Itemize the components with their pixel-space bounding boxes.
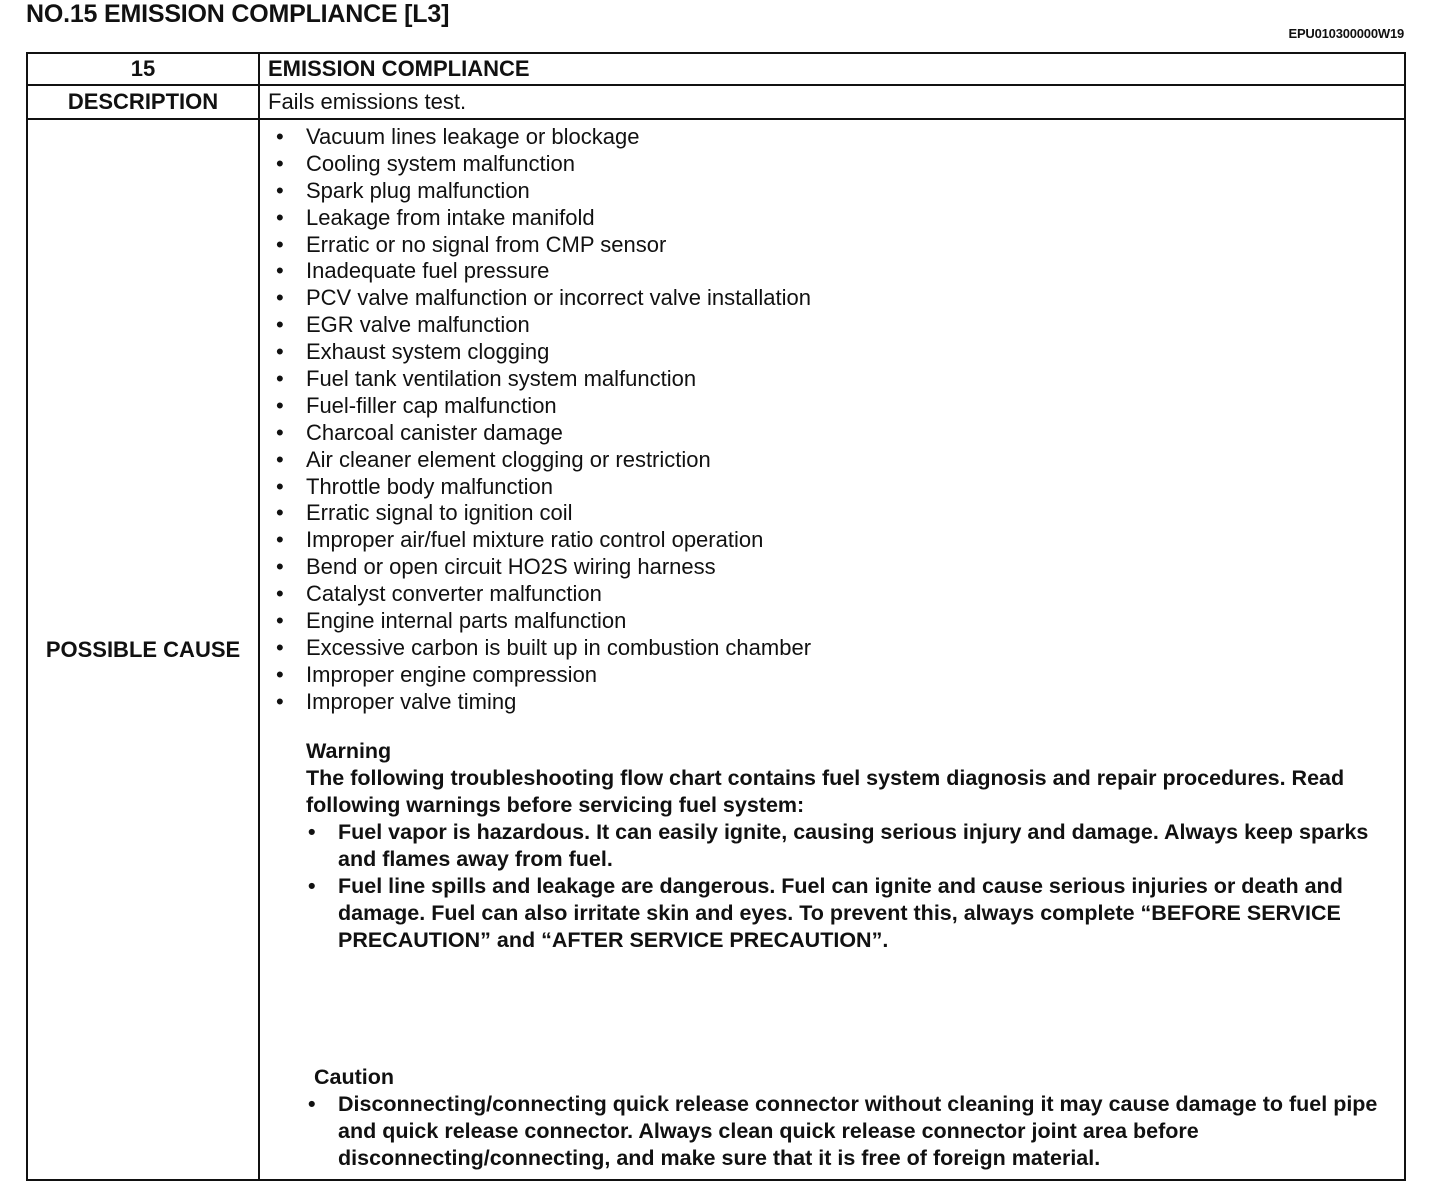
description-value: Fails emissions test. (259, 85, 1405, 119)
table-row-number (27, 53, 1405, 85)
list-item: • Vacuum lines leakage or blockage (276, 124, 811, 151)
procedure-title: EMISSION COMPLIANCE (259, 53, 1405, 85)
list-item: • Fuel-filler cap malfunction (276, 393, 811, 420)
possible-cause-label-cell (27, 119, 259, 1180)
list-item: • Catalyst converter malfunction (276, 581, 811, 608)
caution-list (314, 1091, 1404, 1172)
caution-block (314, 1064, 1404, 1172)
procedure-number: 15 (27, 53, 259, 85)
list-item: • Fuel tank ventilation system malfunction (276, 366, 811, 393)
list-item: • Erratic signal to ignition coil (276, 500, 811, 527)
list-item: • Leakage from intake manifold (276, 205, 811, 232)
list-item: • Throttle body malfunction (276, 474, 811, 501)
emission-compliance-table (26, 52, 1406, 1181)
warning-heading: Warning (306, 739, 392, 763)
list-item: • Air cleaner element clogging or restriction (276, 447, 811, 474)
warning-item: • Fuel vapor is hazardous. It can easily ignite, causing serious injury and damage. Always keep sparks and flames away from fuel. (306, 819, 1386, 873)
list-item: • Improper valve timing (276, 689, 811, 716)
table-row-possible-cause (27, 119, 1405, 1180)
list-item: • PCV valve malfunction or incorrect valve installation (276, 285, 811, 312)
table-row-description (27, 85, 1405, 119)
warning-list (306, 819, 1386, 954)
description-label: DESCRIPTION (27, 85, 259, 119)
possible-cause-label: POSSIBLE CAUSE (45, 636, 241, 662)
warning-item: • Fuel line spills and leakage are dangerous. Fuel can ignite and cause serious injuries or death and damage. Fuel can also irritate skin and eyes. To prevent this, always complete “BEFORE SERVICE PRECAUTION” and “AFTER SERVICE PRECAUTION”. (306, 873, 1386, 954)
list-item: • Charcoal canister damage (276, 420, 811, 447)
list-item: • Spark plug malfunction (276, 178, 811, 205)
cause-list (276, 124, 811, 716)
possible-cause-content (260, 120, 1404, 1179)
warning-intro: The following troubleshooting flow chart contains fuel system diagnosis and repair procedures. Read following warnings before servicing fuel system: (306, 766, 1345, 817)
list-item: • Inadequate fuel pressure (276, 258, 811, 285)
list-item: • Bend or open circuit HO2S wiring harness (276, 554, 811, 581)
list-item: • Erratic or no signal from CMP sensor (276, 232, 811, 259)
document-code: EPU010300000W19 (1288, 26, 1404, 41)
caution-heading: Caution (314, 1065, 395, 1089)
list-item: • Improper air/fuel mixture ratio control operation (276, 527, 811, 554)
list-item: • Engine internal parts malfunction (276, 608, 811, 635)
page-title: NO.15 EMISSION COMPLIANCE [L3] (26, 0, 450, 28)
list-item: • Exhaust system clogging (276, 339, 811, 366)
list-item: • Cooling system malfunction (276, 151, 811, 178)
caution-item: • Disconnecting/connecting quick release connector without cleaning it may cause damage to fuel pipe and quick release connector. Always clean quick release connector joint area before disconnecting/connecting, and make sure that it is free of foreign material. (314, 1091, 1404, 1172)
warning-block (306, 738, 1386, 954)
list-item: • Excessive carbon is built up in combustion chamber (276, 635, 811, 662)
list-item: • EGR valve malfunction (276, 312, 811, 339)
list-item: • Improper engine compression (276, 662, 811, 689)
possible-cause-cell (259, 119, 1405, 1180)
